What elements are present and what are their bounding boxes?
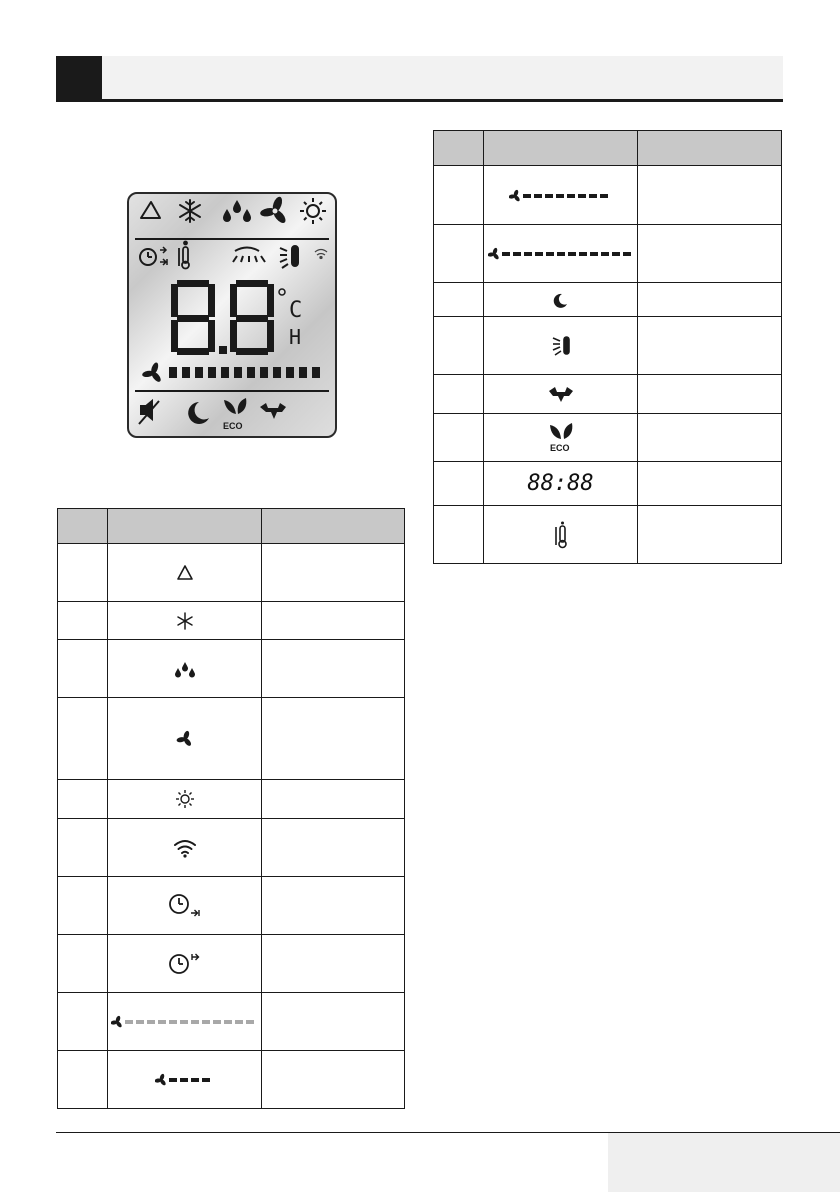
row-number — [58, 993, 108, 1051]
wifi-small-icon — [315, 250, 327, 259]
row-number — [58, 819, 108, 877]
row-number — [434, 414, 484, 462]
row-description — [638, 462, 782, 506]
row-description — [638, 506, 782, 564]
symbols-table-right — [433, 130, 782, 564]
auto-mode-icon — [175, 564, 195, 582]
row-number — [58, 1051, 108, 1109]
table-row — [58, 544, 405, 602]
timer-icon — [140, 247, 167, 265]
table-row — [434, 283, 782, 317]
turbo-icon — [260, 403, 286, 419]
row-description — [262, 819, 405, 877]
eco-leaf-icon — [223, 398, 246, 431]
auto-mode-icon — [141, 202, 160, 218]
clock-digits-icon: 88:88 — [527, 471, 594, 496]
row-description — [262, 1051, 405, 1109]
swing-top-icon — [233, 248, 265, 263]
fan-icon — [260, 196, 288, 226]
table-row — [58, 640, 405, 698]
fan-speed-bar — [142, 362, 320, 384]
table-row — [58, 877, 405, 935]
row-description — [262, 640, 405, 698]
svg-text:ECO: ECO — [223, 421, 243, 431]
row-description — [638, 283, 782, 317]
row-description — [262, 544, 405, 602]
table-row — [434, 414, 782, 462]
section-number-block — [56, 56, 102, 102]
row-number — [58, 544, 108, 602]
eco-leaf-icon — [548, 422, 574, 454]
row-description — [262, 780, 405, 819]
row-description — [638, 317, 782, 375]
unit-c-label: C — [289, 298, 303, 323]
row-number — [434, 225, 484, 283]
timer-off-icon — [168, 951, 202, 977]
row-number — [58, 935, 108, 993]
row-number — [434, 375, 484, 414]
moon-icon — [553, 292, 569, 308]
row-number — [58, 602, 108, 640]
fan-speed-medium-icon — [509, 189, 613, 203]
header-symbol — [484, 131, 638, 166]
snowflake-icon — [176, 612, 194, 630]
row-description — [638, 225, 782, 283]
table-row — [58, 780, 405, 819]
segment-digits — [171, 280, 285, 355]
timer-on-icon — [168, 893, 202, 919]
footer-page-box — [608, 1133, 840, 1192]
table-row — [434, 506, 782, 564]
table-row — [58, 698, 405, 780]
table-row — [58, 819, 405, 877]
row-number — [58, 877, 108, 935]
row-number — [434, 166, 484, 225]
table-row — [434, 375, 782, 414]
row-description — [262, 698, 405, 780]
row-number — [434, 462, 484, 506]
row-number — [434, 317, 484, 375]
table-row — [434, 317, 782, 375]
swing-icon — [550, 334, 572, 358]
row-number — [58, 780, 108, 819]
row-number — [434, 283, 484, 317]
header-description — [262, 509, 405, 544]
table-row — [58, 935, 405, 993]
table-header-row — [58, 509, 405, 544]
table-row — [434, 166, 782, 225]
row-description — [638, 414, 782, 462]
swing-side-icon — [280, 246, 298, 268]
fan-icon — [176, 730, 194, 748]
sun-icon — [175, 789, 195, 809]
fan-speed-bar-grey-icon — [111, 1015, 259, 1029]
unit-h-label: H — [289, 325, 302, 349]
table-row — [58, 1051, 405, 1109]
row-description — [638, 166, 782, 225]
row-description — [262, 993, 405, 1051]
fan-speed-low-icon — [155, 1073, 215, 1087]
table-row — [58, 993, 405, 1051]
drops-icon — [223, 200, 251, 222]
lcd-display-panel — [127, 192, 337, 438]
row-number — [58, 698, 108, 780]
row-description — [262, 935, 405, 993]
header-description — [638, 131, 782, 166]
snowflake-icon — [180, 200, 200, 222]
moon-icon — [188, 402, 209, 424]
fan-speed-high-icon — [488, 247, 634, 261]
row-number — [434, 506, 484, 564]
row-description — [262, 602, 405, 640]
sun-icon — [300, 198, 326, 224]
table-row — [434, 225, 782, 283]
header-no — [58, 509, 108, 544]
header-no — [434, 131, 484, 166]
mute-icon — [139, 401, 159, 424]
symbols-table-left — [57, 508, 405, 1109]
svg-text:ECO: ECO — [549, 442, 570, 453]
thermometer-icon — [179, 242, 189, 269]
row-description — [262, 877, 405, 935]
row-description — [638, 375, 782, 414]
row-number — [58, 640, 108, 698]
table-row — [58, 602, 405, 640]
drops-icon — [174, 660, 196, 678]
thermometer-icon — [552, 521, 570, 549]
section-header-bar — [56, 56, 783, 100]
wifi-icon — [173, 838, 197, 858]
header-symbol — [108, 509, 262, 544]
table-header-row — [434, 131, 782, 166]
turbo-icon — [548, 385, 574, 403]
header-rule — [56, 99, 783, 102]
table-row — [434, 462, 782, 506]
